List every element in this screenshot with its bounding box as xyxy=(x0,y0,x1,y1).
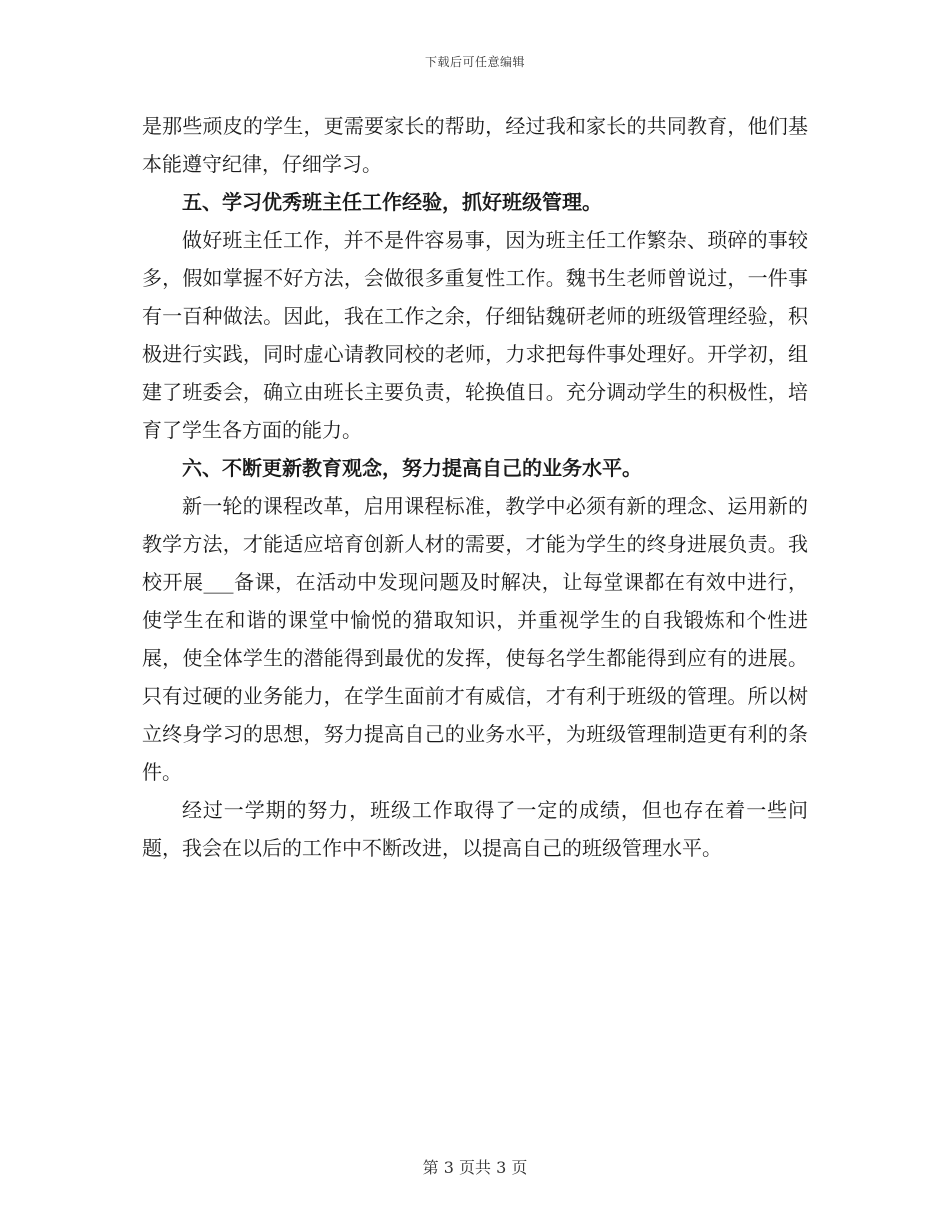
conclusion-paragraph: 经过一学期的努力，班级工作取得了一定的成绩，但也存在着一些问题，我会在以后的工作中不断改进，以提高自己的班级管理水平。 xyxy=(142,798,808,860)
section-six-heading: 六、不断更新教育观念，努力提高自己的业务水平。 xyxy=(182,456,642,480)
document-body xyxy=(142,107,808,867)
page-footer: 第 3 页共 3 页 xyxy=(422,1158,528,1177)
section-five-heading: 五、学习优秀班主任工作经验，抓好班级管理。 xyxy=(182,190,602,214)
section-six-paragraph: 新一轮的课程改革，启用课程标准，教学中必须有新的理念、运用新的教学方法，才能适应培育创新人材的需要，才能为学生的终身进展负责。我校开展___备课，在活动中发现问题及时解决，让每堂课都在有效中进行，使学生在和谐的课堂中愉悦的猎取知识，并重视学生的自我锻炼和个性进展，使全体学生的潜能得到最优的发挥，使每名学生都能得到应有的进展。只有过硬的业务能力，在学生面前才有威信，才有利于班级的管理。所以树立终身学习的思想，努力提高自己的业务水平，为班级管理制造更有利的条件。 xyxy=(142,494,808,784)
page-header: 下载后可任意编辑 xyxy=(424,55,525,69)
section-five-paragraph: 做好班主任工作，并不是件容易事，因为班主任工作繁杂、琐碎的事较多，假如掌握不好方法，会做很多重复性工作。魏书生老师曾说过，一件事有一百种做法。因此，我在工作之余，仔细钻魏研老师的班级管理经验，积极进行实践，同时虚心请教同校的老师，力求把每件事处理好。开学初，组建了班委会，确立由班长主要负责，轮换值日。充分调动学生的积极性，培育了学生各方面的能力。 xyxy=(142,228,808,442)
intro-paragraph: 是那些顽皮的学生，更需要家长的帮助，经过我和家长的共同教育，他们基本能遵守纪律，仔细学习。 xyxy=(142,114,808,176)
